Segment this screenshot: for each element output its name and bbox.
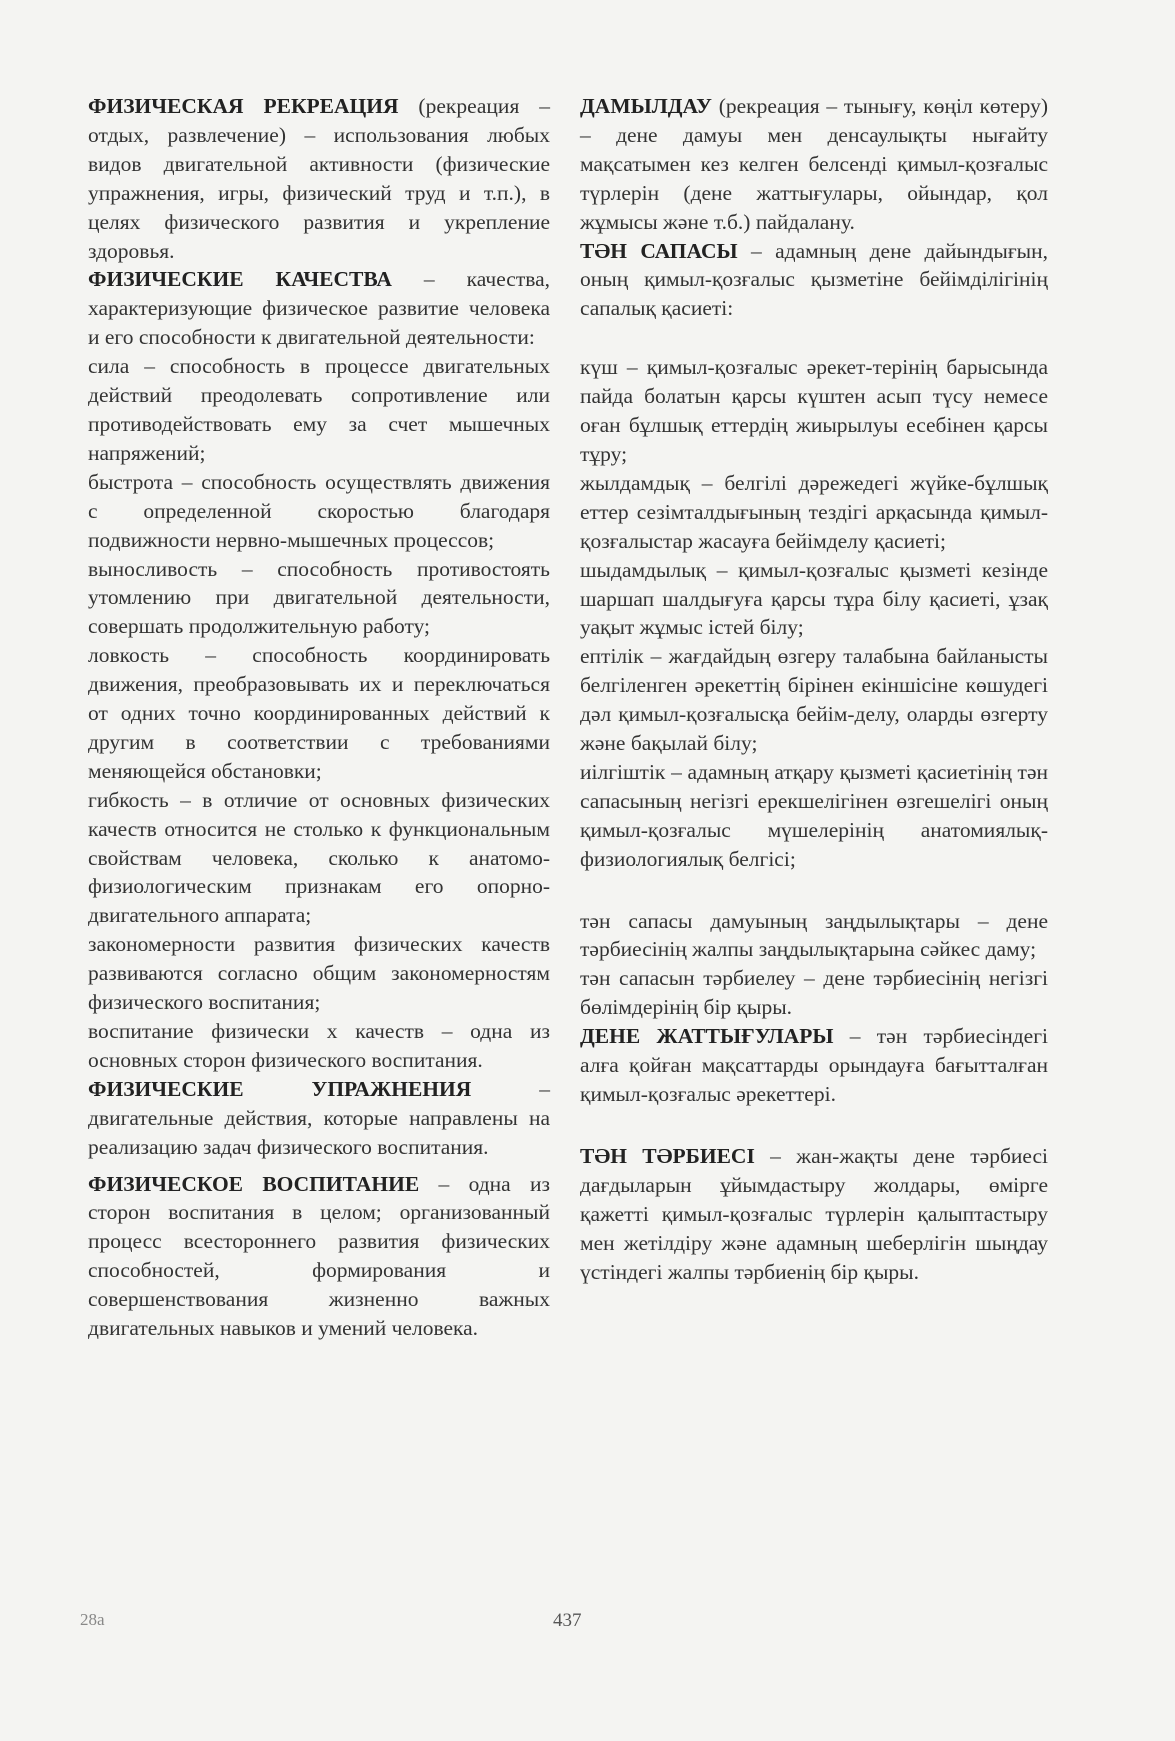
sub-entry-flexibility: гибкость – в отличие от основных физических качеств относится не столько к функциональным свойствам человека, сколько к анатомо-физиологическим признакам его опорно-двигательного аппарата; (88, 787, 550, 928)
right-column (580, 92, 1048, 1286)
spacer (580, 874, 1048, 907)
entry-term: ДЕНЕ ЖАТТЫҒУЛАРЫ (580, 1024, 834, 1049)
page-number: 437 (553, 1610, 582, 1631)
entry-term: ТӘН САПАСЫ (580, 238, 738, 263)
entry-tan-sapasy (580, 237, 1048, 324)
entry-tan-tarbiesi (580, 1142, 1048, 1287)
sub-entry-regularities: закономерности развития физических качеств развиваются согласно общим закономерностям физического воспитания; (88, 932, 550, 1015)
entry-term: ФИЗИЧЕСКИЕ УПРАЖНЕНИЯ (88, 1076, 472, 1101)
entry-text: – жан-жақты дене тәрбиесі дағдыларын ұйымдастыру жолдары, өмірге қажетті қимыл-қозғалыс түрлерін қалыптастыру мен жетілдіру және адамның шеберлігін шыңдау үстіндегі жалпы тәрбиенің бір қыры. (580, 1143, 1048, 1284)
spacer (580, 323, 1048, 353)
entry-damyldau (580, 92, 1048, 237)
entry-physical-recreation (88, 92, 550, 265)
spacer (88, 1162, 550, 1170)
entry-term: ФИЗИЧЕСКИЕ КАЧЕСТВА (88, 267, 392, 292)
entry-text: (рекреация – отдых, развлечение) – использования любых видов двигательной активности (физические упражнения, игры, физический труд и т.п.), в целях физического развития и укрепление здоровья. (88, 94, 550, 263)
left-column (88, 92, 550, 1343)
sub-entry-kush: күш – қимыл-қозғалыс әрекет-терінің барысында пайда болатын қарсы күштен асып түсу немесе оған бұлшық еттердің жиырылуы есебінен қарсы тұру; (580, 355, 1048, 466)
entry-physical-qualities (88, 265, 550, 352)
entry-term: ТӘН ТӘРБИЕСІ (580, 1143, 755, 1168)
entry-text: – двигательные действия, которые направлены на реализацию задач физического воспитания. (88, 1076, 550, 1159)
sub-entry-shydamdylyk: шыдамдылық – қимыл-қозғалыс қызметі кезінде шаршап шалдығуға қарсы тұра білу қасиеті, ұзақ уақыт жұмыс істей білу; (580, 557, 1048, 640)
entry-text: – тән тәрбиесіндегі алға қойған мақсаттарды орындауға бағытталған қимыл-қозғалыс әрекеттері. (580, 1024, 1048, 1106)
entry-term: ФИЗИЧЕСКАЯ РЕКРЕАЦИЯ (88, 94, 399, 118)
entry-text: – качества, характеризующие физическое развитие человека и его способности к двигательной деятельности: (88, 267, 550, 350)
sub-entry-zandylyktary: тән сапасы дамуының заңдылықтары – дене тәрбиесінің жалпы заңдылықтарына сәйкес даму; (580, 908, 1048, 962)
sub-entry-strength: сила – способность в процессе двигательных действий преодолевать сопротивление или противодействовать ему за счет мышечных напряжений; (88, 354, 550, 465)
sub-entry-eptilik: ептілік – жағдайдың өзгеру талабына байланысты белгіленген әрекеттің бірінен екіншісіне көшудегі дәл қимыл-қозғалысқа бейім-делу, оларды өзгерту және бақылай білу; (580, 644, 1048, 756)
entry-physical-exercises (88, 1075, 550, 1162)
entry-physical-education (88, 1170, 550, 1343)
entry-term: ФИЗИЧЕСКОЕ ВОСПИТАНИЕ (88, 1171, 420, 1196)
entry-text: – одна из сторон воспитания в целом; организованный процесс всестороннего развития физических способностей, формирования и совершенствования жизненно важных двигательных навыков и умений человека. (88, 1171, 550, 1341)
sub-entry-agility: ловкость – способность координировать движения, преобразовывать их и переключаться от одних точно координированных действий к другим в соответствии с требованиями меняющейся обстановки; (88, 643, 550, 783)
entry-text: (рекреация – тынығу, көңіл көтеру) – дене дамуы мен денсаулықты нығайту мақсатымен кез келген белсенді қимыл-қозғалыс түрлерін (дене жаттығулары, ойындар, қол жұмысы және т.б.) пайдалану. (580, 94, 1048, 234)
entry-dene-zhattygulary (580, 1022, 1048, 1109)
signature-code: 28а (80, 1610, 105, 1629)
sub-entry-speed: быстрота – способность осуществлять движения с определенной скоростью благодаря подвижности нервно-мышечных процессов; (88, 469, 550, 552)
sub-entry-endurance: выносливость – способность противостоять утомлению при двигательной деятельности, совершать продолжительную работу; (88, 556, 550, 639)
sub-entry-tarbieleu: тән сапасын тәрбиелеу – дене тәрбиесінің негізгі бөлімдерінің бір қыры. (580, 966, 1048, 1020)
sub-entry-zhyldamdyk: жылдамдық – белгілі дәрежедегі жүйке-бұлшық еттер сезімталдығының тездігі арқасында қимыл-қозғалыстар жасауға бейімделу қасиеті; (580, 470, 1048, 553)
sub-entry-upbringing: воспитание физически х качеств – одна из основных сторон физического воспитания. (88, 1019, 550, 1072)
entry-term: ДАМЫЛДАУ (580, 94, 712, 118)
entry-text: – адамның дене дайындығын, оның қимыл-қозғалыс қызметіне бейімділігінің сапалық қасиеті: (580, 238, 1048, 321)
spacer (580, 1109, 1048, 1142)
sub-entry-iilgishtik: иілгіштік – адамның атқару қызметі қасиетінің тән сапасының негізгі ерекшелігінен өзгешелігі оның қимыл-қозғалыс мүшелерінің анатомиялық-физиологиялық белгісі; (580, 759, 1048, 871)
